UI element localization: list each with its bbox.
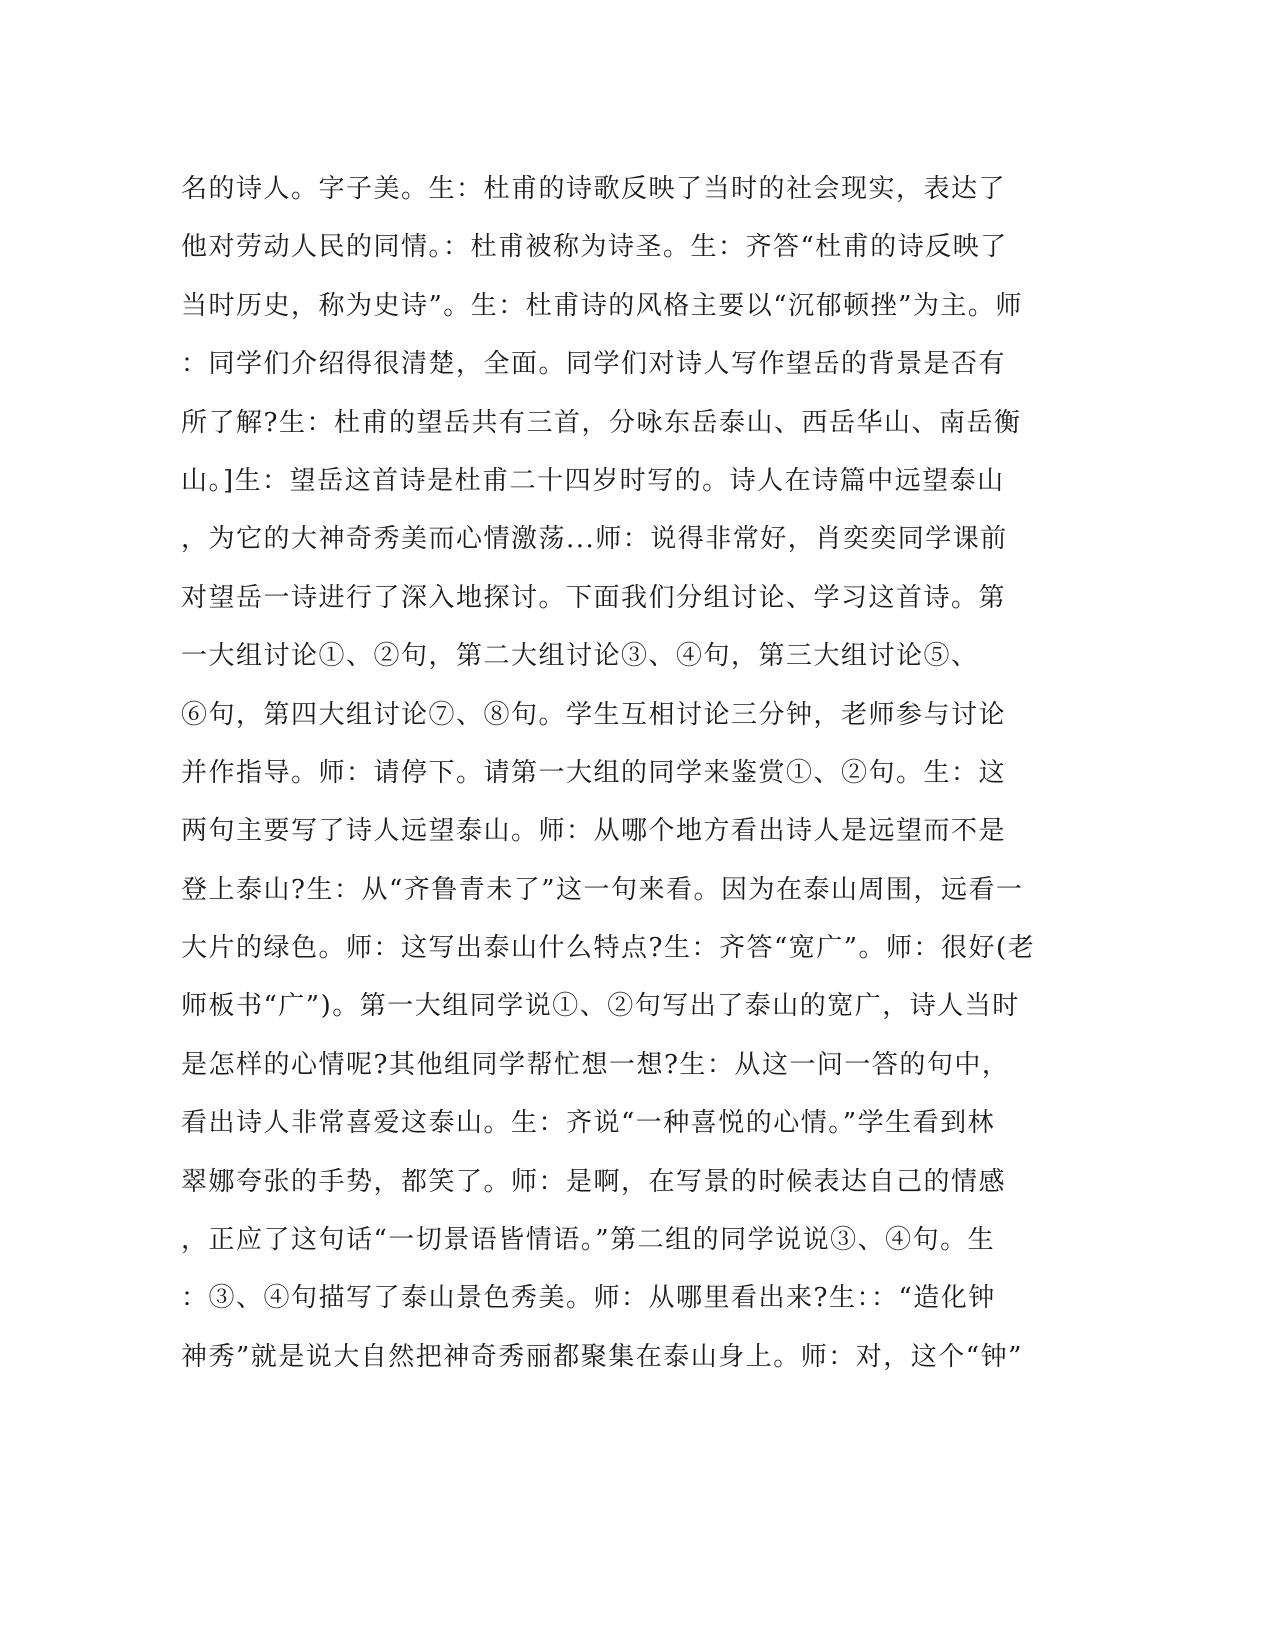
text-line: ，正应了这句话“一切景语皆情语。”第二组的同学说说③、④句。生 <box>181 1225 996 1256</box>
text-line: 山。]生：望岳这首诗是杜甫二十四岁时写的。诗人在诗篇中远望泰山 <box>181 465 1005 496</box>
text-line: 两句主要写了诗人远望泰山。师：从哪个地方看出诗人是远望而不是 <box>181 816 1007 847</box>
text-line: 翠娜夸张的手势，都笑了。师：是啊，在写景的时候表达自己的情感 <box>181 1166 1007 1197</box>
body-text <box>181 160 1061 1386</box>
text-line: 师板书“广”)。第一大组同学说①、②句写出了泰山的宽广，诗人当时 <box>181 991 1020 1022</box>
text-line: 他对劳动人民的同情。：杜甫被称为诗圣。生：齐答“杜甫的诗反映了 <box>181 232 1008 263</box>
text-line: 是怎样的心情呢?其他组同学帮忙想一想?生：从这一问一答的句中， <box>181 1049 1010 1080</box>
text-line: 当时历史，称为史诗”。生：杜甫诗的风格主要以“沉郁顿挫”为主。师 <box>181 290 1023 321</box>
text-line: 登上泰山?生：从“齐鲁青未了”这一句来看。因为在泰山周围，远看一 <box>181 874 1024 905</box>
text-line: 一大组讨论①、②句，第二大组讨论③、④句，第三大组讨论⑤、 <box>181 641 979 672</box>
text-line: ，为它的大神奇秀美而心情激荡...师：说得非常好，肖奕奕同学课前 <box>181 524 1008 555</box>
text-line: 名的诗人。字子美。生：杜甫的诗歌反映了当时的社会现实，表达了 <box>181 174 1007 204</box>
text-line: ⑥句，第四大组讨论⑦、⑧句。学生互相讨论三分钟，老师参与讨论 <box>181 699 1007 730</box>
text-line: 神秀”就是说大自然把神奇秀丽都聚集在泰山身上。师：对，这个“钟” <box>181 1341 1023 1372</box>
text-line: 看出诗人非常喜爱这泰山。生：齐说“一种喜悦的心情。”学生看到林 <box>181 1108 996 1139</box>
text-line: ：同学们介绍得很清楚，全面。同学们对诗人写作望岳的背景是否有 <box>181 349 1007 380</box>
text-line: 所了解?生：杜甫的望岳共有三首，分咏东岳泰山、西岳华山、南岳衡 <box>181 407 1022 438</box>
text-line: 对望岳一诗进行了深入地探讨。下面我们分组讨论、学习这首诗。第 <box>181 582 1007 613</box>
text-line: 并作指导。师：请停下。请第一大组的同学来鉴赏①、②句。生：这 <box>181 757 1007 788</box>
text-line: ：③、④句描写了泰山景色秀美。师：从哪里看出来?生：：“造化钟 <box>181 1283 996 1314</box>
text-line: 大片的绿色。师：这写出泰山什么特点?生：齐答“宽广”。师：很好(老 <box>181 933 1036 964</box>
